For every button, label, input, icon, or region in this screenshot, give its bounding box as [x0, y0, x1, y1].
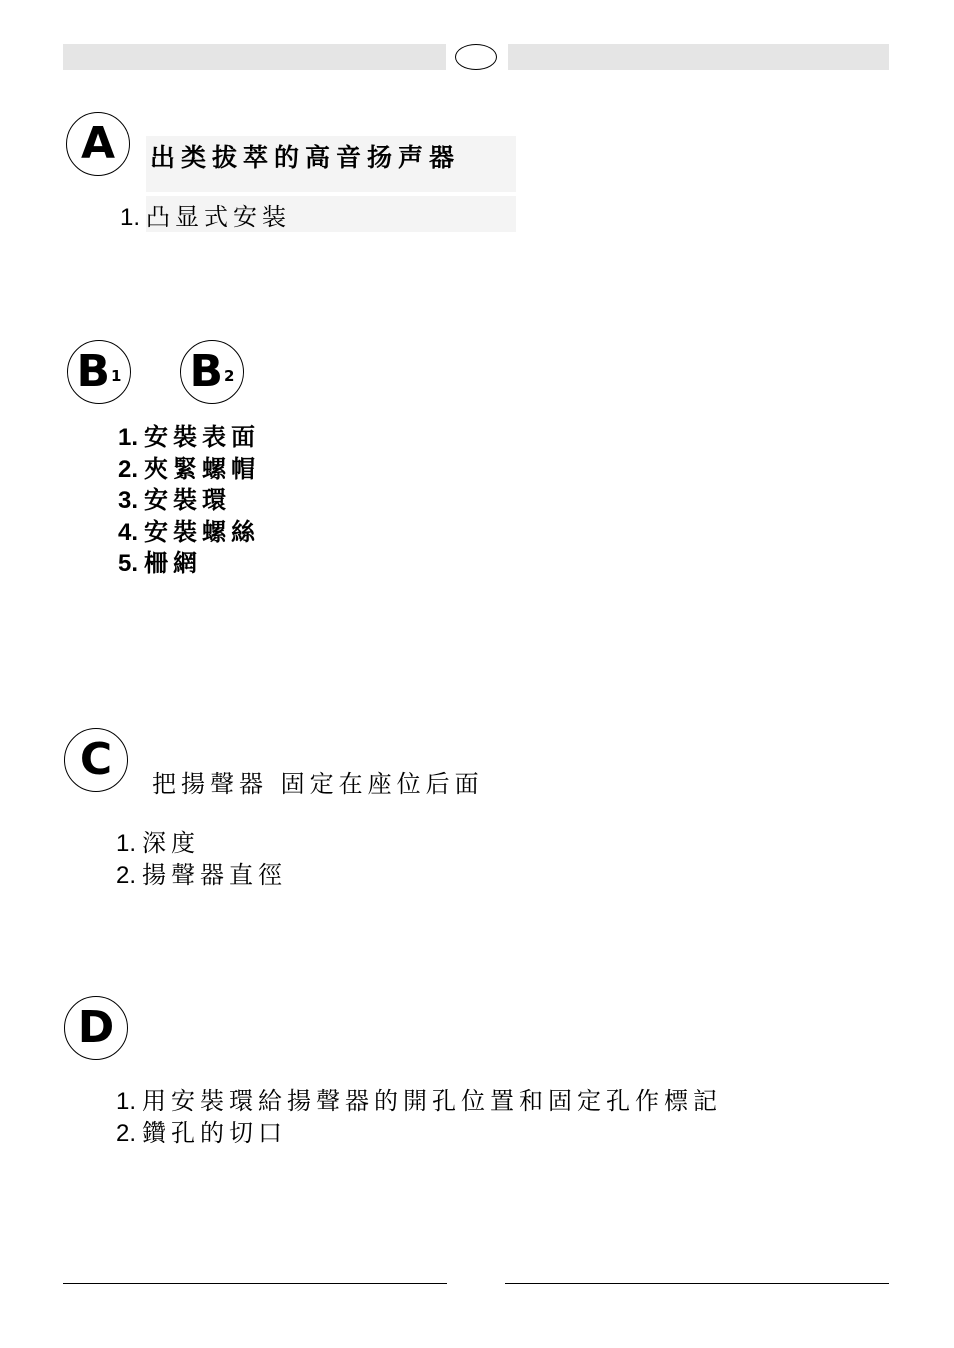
section-d-badge — [64, 996, 128, 1060]
list-item — [120, 202, 291, 234]
section-b2-badge-subscript: 2 — [224, 367, 235, 385]
list-item — [116, 828, 287, 860]
list-item — [118, 548, 260, 580]
list-item-number: 1. — [116, 1088, 137, 1115]
section-b2-badge-letter: B — [189, 346, 224, 397]
list-item-number: 2. — [116, 1119, 137, 1147]
list-item — [118, 454, 260, 486]
section-a-badge-letter: A — [80, 118, 116, 169]
list-item-text: 深度 — [142, 829, 201, 857]
list-item — [118, 517, 260, 549]
list-item — [116, 860, 287, 892]
section-a-list — [120, 202, 291, 234]
list-item-number: 2. — [116, 861, 137, 889]
list-item — [116, 1118, 722, 1150]
list-item-text: 揚聲器直徑 — [142, 860, 288, 889]
section-c-badge-letter: C — [79, 734, 113, 785]
list-item-number: 1. — [120, 204, 141, 231]
list-item-text: 鑽孔的切口 — [142, 1118, 288, 1147]
section-a-title: 出类拔萃的高音扬声器 — [150, 143, 461, 172]
section-c-list — [116, 828, 287, 891]
list-item-number: 1. — [118, 424, 139, 451]
section-c-title: 把揚聲器 固定在座位后面 — [152, 770, 484, 798]
list-item — [118, 422, 260, 454]
section-b1-badge — [67, 340, 131, 404]
list-item-text: 凸显式安装 — [146, 203, 292, 231]
list-item-number: 3. — [118, 487, 139, 514]
section-b2-badge — [180, 340, 244, 404]
list-item-number: 4. — [118, 518, 139, 546]
footer-rule-left — [63, 1283, 447, 1284]
section-b1-badge-letter: B — [76, 346, 111, 397]
list-item-number: 1. — [116, 830, 137, 857]
footer-rule-right — [505, 1283, 889, 1284]
section-a-badge — [66, 112, 130, 176]
section-d-list — [116, 1086, 722, 1149]
list-item-text: 安裝表面 — [144, 423, 261, 451]
section-b1-badge-subscript: 1 — [111, 367, 122, 385]
list-item-text: 用安裝環給揚聲器的開孔位置和固定孔作標記 — [142, 1087, 723, 1115]
language-indicator — [455, 44, 497, 70]
list-item-text: 安裝環 — [144, 486, 232, 514]
list-item — [118, 485, 260, 517]
list-item-number: 2. — [118, 455, 139, 483]
list-item — [116, 1086, 722, 1118]
list-item-text: 柵網 — [144, 549, 203, 577]
list-item-text: 夾緊螺帽 — [144, 454, 261, 483]
section-c-badge — [64, 728, 128, 792]
section-b-list — [118, 422, 260, 580]
list-item-text: 安裝螺絲 — [144, 517, 261, 546]
list-item-number: 5. — [118, 550, 139, 577]
section-d-badge-letter: D — [77, 1002, 115, 1053]
